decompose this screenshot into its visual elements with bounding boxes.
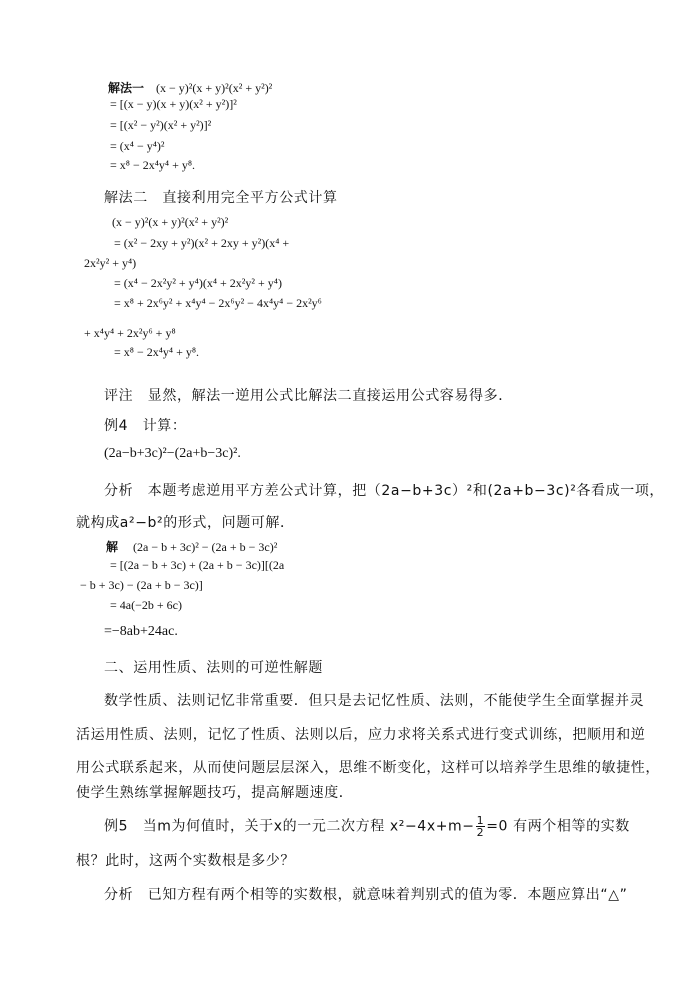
fraction-denominator: 2: [476, 826, 485, 839]
solution1-line-4: = x⁸ − 2x⁴y⁴ + y⁸.: [110, 158, 196, 172]
solution2-line-4: = x⁸ + 2x⁶y² + x⁴y⁴ − 2x⁶y² − 4x⁴y⁴ − 2x²y⁶: [114, 296, 322, 310]
section2-paragraph-line-0: 数学性质、法则记忆非常重要．但只是去记忆性质、法则，不能使学生全面掌握并灵: [104, 693, 645, 709]
example4-solution-label: 解: [106, 540, 119, 554]
solution1-label: 解法一: [108, 81, 145, 95]
solution1-expr: (x − y)²(x + y)²(x² + y²)²: [156, 81, 273, 95]
solution2-heading: 解法二 直接利用完全平方公式计算: [104, 190, 338, 206]
example4-expr: (2a−b+3c)²−(2a+b−3c)².: [104, 446, 241, 461]
solution2-line-2: 2x²y² + y⁴): [84, 256, 137, 270]
solution2-line-6: = x⁸ − 2x⁴y⁴ + y⁸.: [114, 345, 200, 359]
example5-line2: 根？此时，这两个实数根是多少？: [76, 853, 295, 869]
one-half-fraction: [476, 815, 486, 838]
example5-line1-after: =0 有两个相等的实数: [486, 818, 630, 835]
example5-line1-before: 例5 当m为何值时，关于x的一元二次方程 x²−4x+m−: [104, 818, 475, 835]
solution2-line-3: = (x⁴ − 2x²y² + y⁴)(x⁴ + 2x²y² + y⁴): [114, 276, 282, 290]
example4-analysis-line1: 分析 本题考虑逆用平方差公式计算，把（2a−b+3c）²和(2a+b−3c)²各看成一项，: [104, 483, 665, 499]
section2-paragraph-line-2: 用公式联系起来，从而使问题层层深入，思维不断变化，这样可以培养学生思维的敏捷性，: [76, 760, 660, 776]
example4-solution-line-4: =−8ab+24ac.: [104, 624, 178, 639]
solution2-line-5: + x⁴y⁴ + 2x²y⁶ + y⁸: [84, 326, 176, 340]
example4-solution-line-2: − b + 3c) − (2a + b − 3c)]: [80, 578, 203, 592]
section2-paragraph-line-3: 使学生熟练掌握解题技巧，提高解题速度．: [76, 785, 354, 801]
fraction-numerator: 1: [476, 814, 485, 827]
example5-line1: [104, 815, 630, 838]
example4-solution-line-0: [106, 538, 277, 555]
example4-solution-line-3: = 4a(−2b + 6c): [110, 598, 182, 612]
comment: 评注 显然，解法一逆用公式比解法二直接运用公式容易得多．: [104, 388, 513, 404]
section2-heading: 二、运用性质、法则的可逆性解题: [104, 660, 323, 676]
example4-title: 例4 计算：: [104, 418, 187, 434]
example4-solution-line-1: = [(2a − b + 3c) + (2a + b − 3c)][(2a: [110, 558, 285, 572]
solution1-line-0: [108, 79, 272, 96]
solution2-line-0: (x − y)²(x + y)²(x² + y²)²: [112, 215, 229, 229]
example4-analysis-line2: 就构成a²−b²的形式，问题可解．: [76, 515, 295, 531]
solution2-line-1: = (x² − 2xy + y²)(x² + 2xy + y²)(x⁴ +: [114, 236, 290, 250]
solution1-line-1: = [(x − y)(x + y)(x² + y²)]²: [110, 97, 237, 111]
solution1-line-3: = (x⁴ − y⁴)²: [110, 139, 165, 153]
solution1-line-2: = [(x² − y²)(x² + y²)]²: [110, 118, 212, 132]
example4-solution-expr: (2a − b + 3c)² − (2a + b − 3c)²: [133, 540, 278, 554]
example5-analysis: 分析 已知方程有两个相等的实数根，就意味着判别式的值为零．本题应算出“△”: [104, 887, 628, 903]
section2-paragraph-line-1: 活运用性质、法则，记忆了性质、法则以后，应力求将关系式进行变式训练，把顺用和逆: [76, 727, 646, 743]
